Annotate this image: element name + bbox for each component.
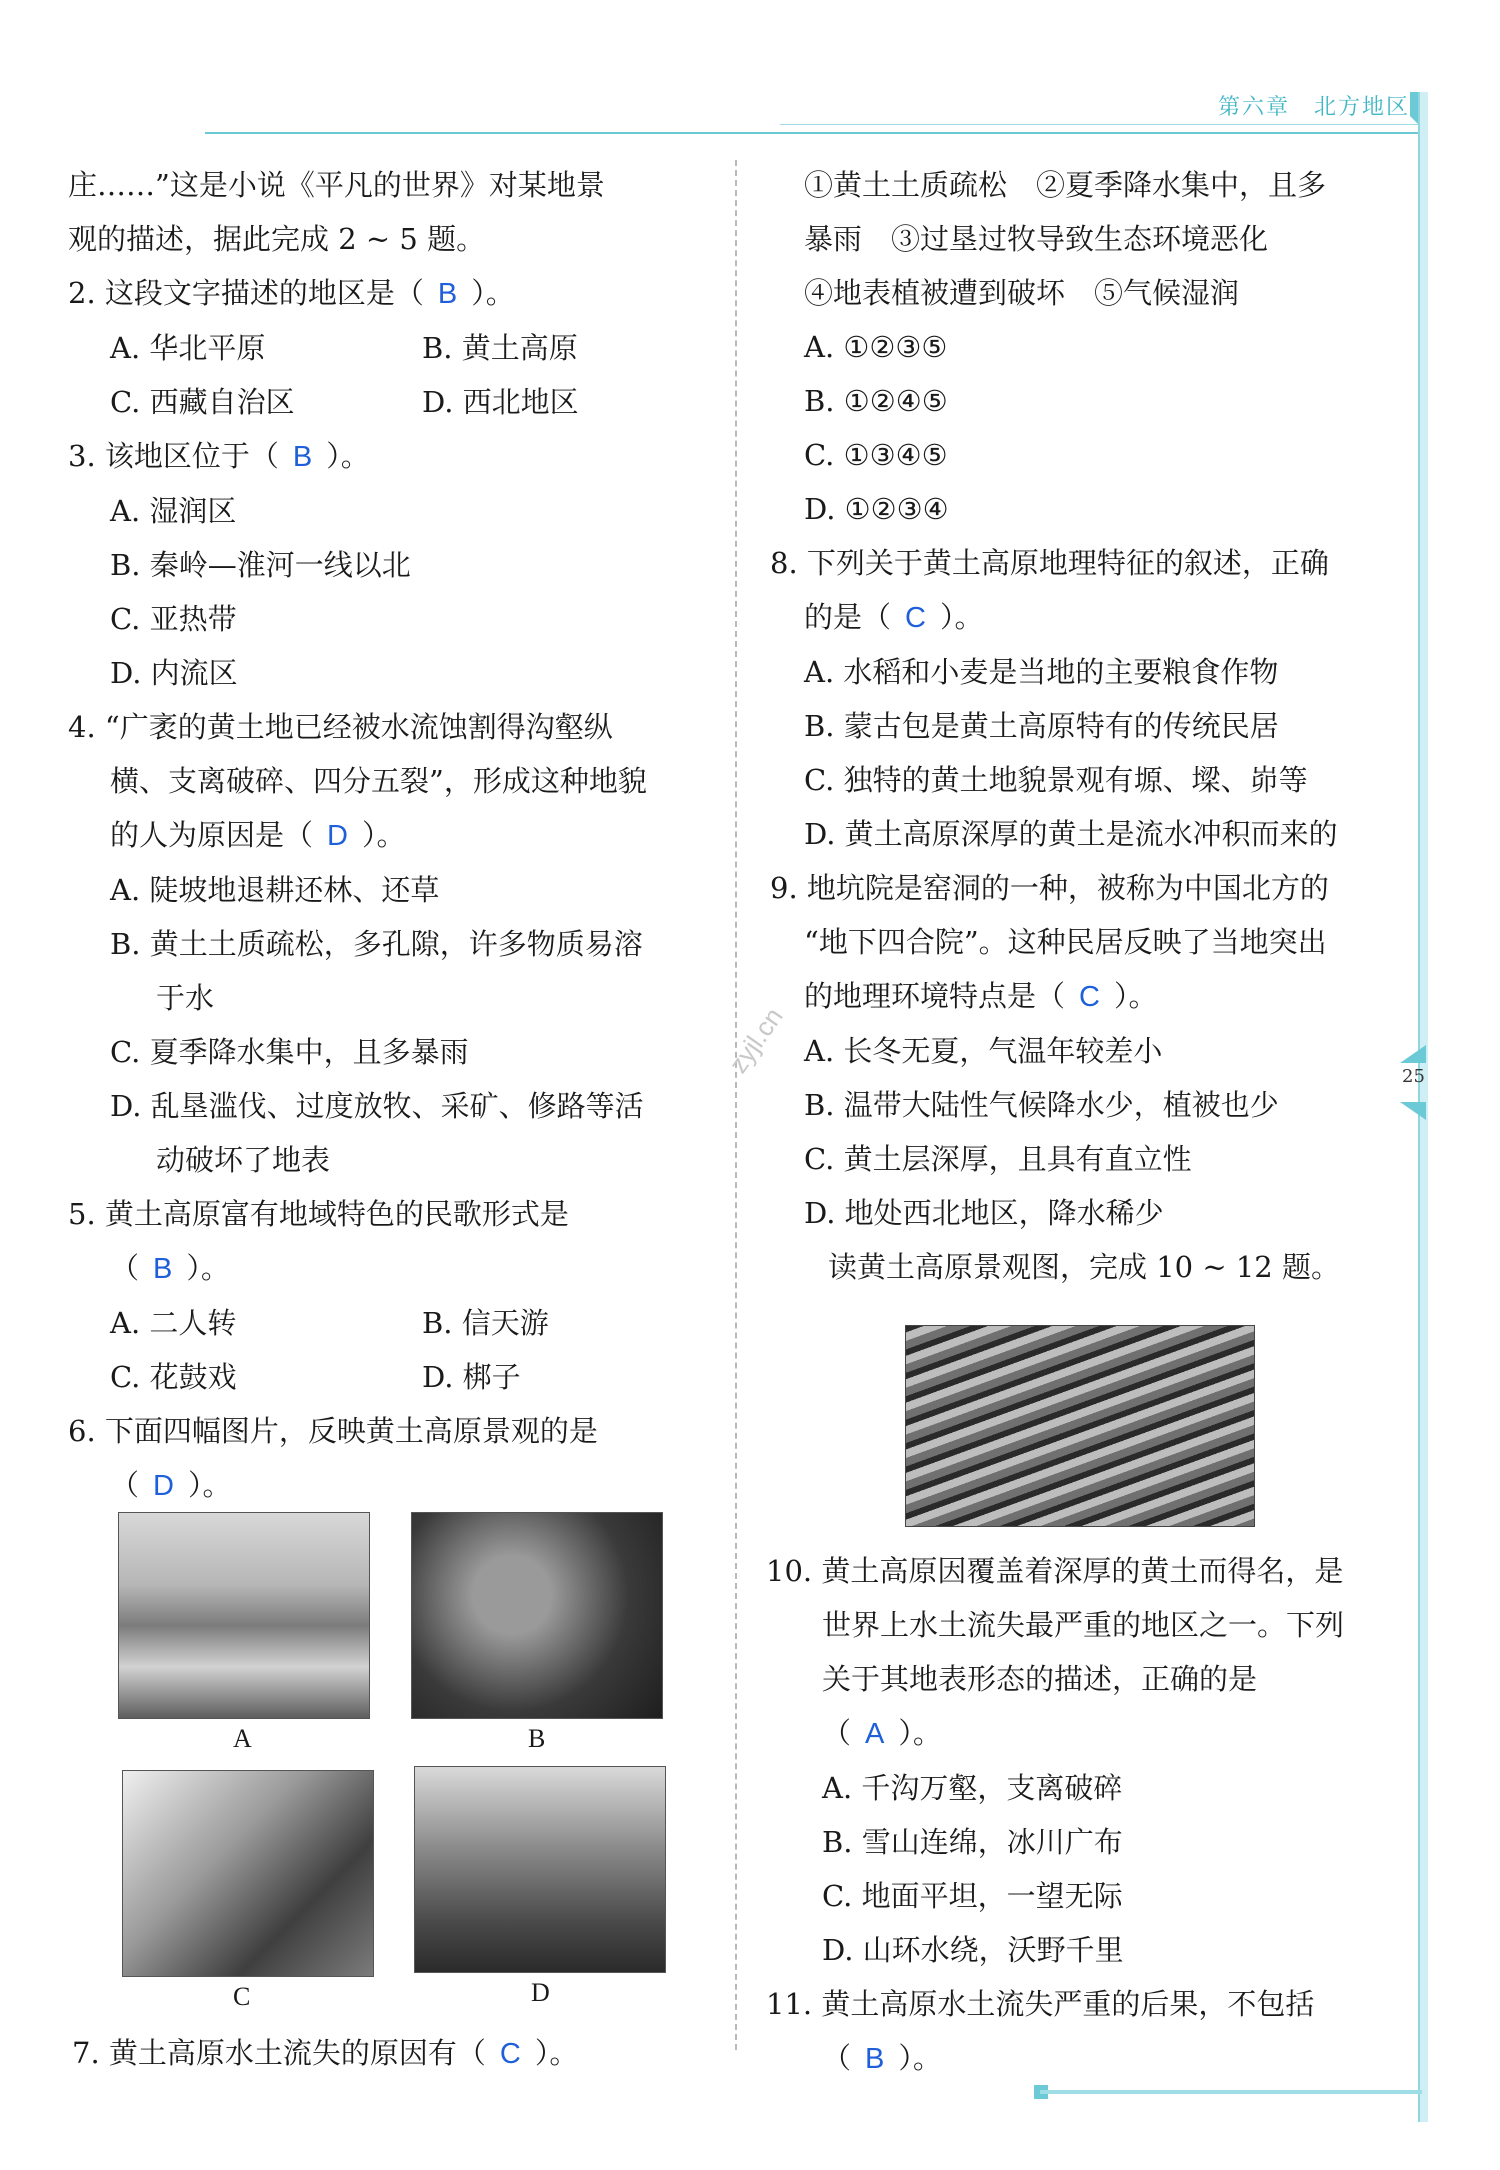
options-row: [68, 1350, 708, 1404]
question-11-line: （ B ）。: [822, 2041, 942, 2075]
photo-cave-dwelling: [414, 1766, 666, 1973]
option: A. 陡坡地退耕还林、还草: [110, 873, 440, 907]
header-rule: [205, 132, 1420, 134]
answer: B: [865, 2043, 885, 2075]
answer: B: [153, 1253, 173, 1285]
option: B. ①②④⑤: [804, 384, 948, 418]
option: A. ①②③⑤: [804, 330, 948, 364]
photo-label: C: [233, 1982, 251, 2011]
photo-water-town: [122, 1770, 374, 1977]
option: C. 花鼓戏: [110, 1360, 237, 1394]
answer: C: [1079, 981, 1100, 1013]
option: D. 乱垦滥伐、过度放牧、采矿、修路等活: [110, 1089, 644, 1123]
question-11-line: 11. 黄土高原水土流失严重的后果，不包括: [766, 1987, 1315, 2021]
question-8-line: 的是（ C ）。: [804, 600, 984, 634]
option: C. 黄土层深厚，且具有直立性: [804, 1142, 1192, 1176]
option: B. 温带大陆性气候降水少，植被也少: [804, 1088, 1279, 1122]
answer: B: [437, 278, 458, 310]
question-6-line: 6. 下面四幅图片，反映黄土高原景观的是: [68, 1414, 598, 1448]
question-5-line: （ B ）。: [110, 1251, 230, 1285]
option: A. 湿润区: [110, 494, 237, 528]
column-divider: [735, 160, 737, 2050]
question-4-line: 横、支离破碎、四分五裂”，形成这种地貌: [110, 764, 647, 798]
options-row: [68, 1296, 708, 1350]
option: B. 蒙古包是黄土高原特有的传统民居: [804, 709, 1279, 743]
photo-label: D: [531, 1978, 550, 2007]
passage-line: 观的描述，据此完成 2 ~ 5 题。: [68, 222, 486, 256]
option: C. ①③④⑤: [804, 438, 948, 472]
answer: D: [327, 820, 348, 852]
option: D. 内流区: [110, 656, 238, 690]
question-10-line: 关于其地表形态的描述，正确的是: [822, 1662, 1258, 1696]
question-6-line: （ D ）。: [110, 1468, 232, 1502]
watermark: zyjl.cn: [722, 1002, 789, 1079]
question-9-line: 的地理环境特点是（ C ）。: [804, 979, 1158, 1013]
photo-potala-palace: [118, 1512, 370, 1719]
passage-line: 庄……”这是小说《平凡的世界》对某地景: [68, 168, 605, 202]
footer-rule: [1040, 2090, 1422, 2094]
page-number: 25: [1402, 1066, 1425, 1087]
question-2: 2. 这段文字描述的地区是（ B ）。: [68, 276, 515, 310]
option: A. 二人转: [110, 1306, 237, 1340]
option: B. 秦岭—淮河一线以北: [110, 548, 411, 582]
loess-plateau-photo: [905, 1325, 1255, 1527]
option-continued: 于水: [156, 981, 215, 1015]
questions-10-11: [766, 1544, 1396, 2086]
option: D. 梆子: [422, 1360, 521, 1394]
options-row: [68, 321, 708, 375]
option: A. 水稻和小麦是当地的主要粮食作物: [804, 655, 1279, 689]
answer: A: [865, 1718, 885, 1750]
option: B. 黄土高原: [422, 331, 578, 365]
left-column: [68, 158, 708, 1513]
question-4-line: 4. “广袤的黄土地已经被水流蚀割得沟壑纵: [68, 710, 613, 744]
question-9-line: 9. 地坑院是窑洞的一种，被称为中国北方的: [770, 871, 1329, 905]
option: D. 山环水绕，沃野千里: [822, 1933, 1124, 1967]
answer: B: [292, 441, 313, 473]
chapter-header: 第六章 北方地区: [1217, 95, 1410, 120]
option-continued: 动破坏了地表: [156, 1143, 331, 1177]
photo-wall-with-trees: [411, 1512, 663, 1719]
photo-label: A: [233, 1724, 252, 1753]
answer: D: [153, 1470, 174, 1502]
question-8-line: 8. 下列关于黄土高原地理特征的叙述，正确: [770, 546, 1329, 580]
option: B. 黄土土质疏松，多孔隙，许多物质易溶: [110, 927, 643, 961]
option: D. 西北地区: [422, 385, 579, 419]
option: C. 夏季降水集中，且多暴雨: [110, 1035, 469, 1069]
answer: C: [499, 2038, 521, 2070]
answer: C: [905, 602, 926, 634]
question-10-line: 世界上水土流失最严重的地区之一。下列: [822, 1608, 1345, 1642]
option: A. 千沟万壑，支离破碎: [822, 1771, 1123, 1805]
option: D. 黄土高原深厚的黄土是流水冲积而来的: [804, 817, 1338, 851]
options-row: [68, 375, 708, 429]
option: D. 地处西北地区，降水稀少: [804, 1196, 1164, 1230]
intro-10-12: 读黄土高原景观图，完成 10 ~ 12 题。: [828, 1250, 1340, 1284]
question-4-line: 的人为原因是（ D ）。: [110, 818, 406, 852]
option: D. ①②③④: [804, 492, 949, 526]
option: A. 华北平原: [110, 331, 266, 365]
question-5-line: 5. 黄土高原富有地域特色的民歌形式是: [68, 1197, 569, 1231]
right-column: [770, 158, 1395, 1294]
question-10-line: （ A ）。: [822, 1716, 942, 1750]
option: B. 信天游: [422, 1306, 549, 1340]
option: B. 雪山连绵，冰川广布: [822, 1825, 1123, 1859]
question-7: 7. 黄土高原水土流失的原因有（ C ）。: [72, 2036, 579, 2070]
question-10-line: 10. 黄土高原因覆盖着深厚的黄土而得名，是: [766, 1554, 1344, 1588]
option: A. 长冬无夏，气温年较差小: [804, 1034, 1163, 1068]
option: C. 亚热带: [110, 602, 237, 636]
option: C. 独特的黄土地貌景观有塬、墚、峁等: [804, 763, 1308, 797]
header-rule-thin: [780, 124, 1420, 125]
q7-item-line: 暴雨 ③过垦过牧导致生态环境恶化: [804, 222, 1269, 256]
q7-item-line: ①黄土土质疏松 ②夏季降水集中，且多: [804, 168, 1327, 202]
photo-label: B: [528, 1724, 546, 1753]
q7-item-line: ④地表植被遭到破坏 ⑤气候湿润: [804, 276, 1240, 310]
option: C. 西藏自治区: [110, 385, 295, 419]
question-3: 3. 该地区位于（ B ）。: [68, 439, 370, 473]
question-6-photos: [118, 1512, 678, 2032]
question-9-line: “地下四合院”。这种民居反映了当地突出: [804, 925, 1327, 959]
option: C. 地面平坦，一望无际: [822, 1879, 1123, 1913]
